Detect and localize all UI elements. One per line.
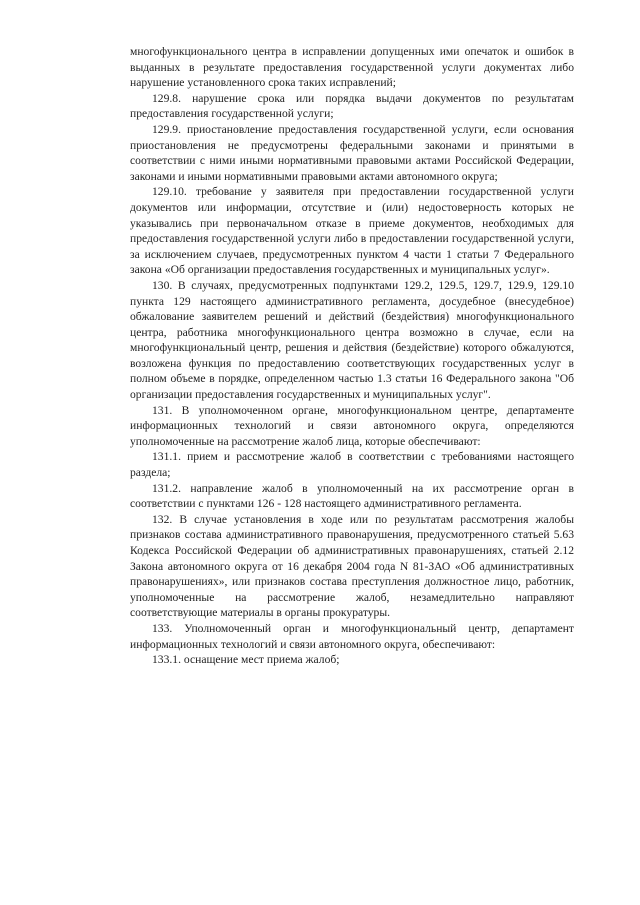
paragraph-129-9: 129.9. приостановление предоставления государственной услуги, если основания приостановления не предусмотрены федеральными законами и принятыми в соответствии с ними иными нормативными правовыми актами Российской Федерации, законами и иными нормативными правовыми актами автономного округа; — [130, 122, 574, 183]
paragraph-132: 132. В случае установления в ходе или по результатам рассмотрения жалобы признаков состава административного правонарушения, предусмотренного статьей 5.63 Кодекса Российской Федерации об административных правонарушениях, статьей 2.12 Закона автономного округа от 16 декабря 2004 года N 81-ЗАО «Об административных правонарушениях», или признаков состава преступления должностное лицо, работник, уполномоченные на рассмотрение жалоб, незамедлительно направляют соответствующие материалы в органы прокуратуры. — [130, 512, 574, 620]
paragraph-129-10: 129.10. требование у заявителя при предоставлении государственной услуги документов или информации, отсутствие и (или) недостоверность которых не указывались при первоначальном отказе в приеме документов, необходимых для предоставления государственной услуги либо в предоставлении государственной услуги, за исключением случаев, предусмотренных пунктом 4 части 1 статьи 7 Федерального закона «Об организации предоставления государственных и муниципальных услуг». — [130, 185, 574, 277]
paragraph-133: 133. Уполномоченный орган и многофункциональный центр, департамент информационных технологий и связи автономного округа, обеспечивают: — [130, 621, 574, 651]
paragraph-continuation: многофункционального центра в исправлении допущенных ими опечаток и ошибок в выданных в результате предоставления государственной услуги документах либо нарушение установленного срока таких исправлений; — [130, 45, 574, 90]
paragraph-133-1: 133.1. оснащение мест приема жалоб; — [152, 653, 340, 667]
document-body — [130, 44, 574, 668]
paragraph-131-2: 131.2. направление жалоб в уполномоченный на их рассмотрение орган в соответствии с пунктами 126 - 128 настоящего административного регламента. — [130, 481, 574, 511]
paragraph-131-1: 131.1. прием и рассмотрение жалоб в соответствии с требованиями настоящего раздела; — [130, 450, 574, 480]
paragraph-129-8: 129.8. нарушение срока или порядка выдачи документов по результатам предоставления государственной услуги; — [130, 91, 574, 121]
paragraph-130: 130. В случаях, предусмотренных подпунктами 129.2, 129.5, 129.7, 129.9, 129.10 пункта 129 настоящего административного регламента, досудебное (внесудебное) обжалование заявителем решений и действий (бездействия) многофункционального центра, работника многофункционального центра возможно в случае, если на многофункциональный центр, решения и действия (бездействие) которого обжалуются, возложена функция по предоставлению соответствующих государственных услуг в полном объеме в порядке, определенном частью 1.3 статьи 16 Федерального закона "Об организации предоставления государственных и муниципальных услуг". — [130, 278, 574, 402]
paragraph-131: 131. В уполномоченном органе, многофункциональном центре, департаменте информационных технологий и связи автономного округа, определяются уполномоченные на рассмотрение жалоб лица, которые обеспечивают: — [130, 403, 574, 448]
